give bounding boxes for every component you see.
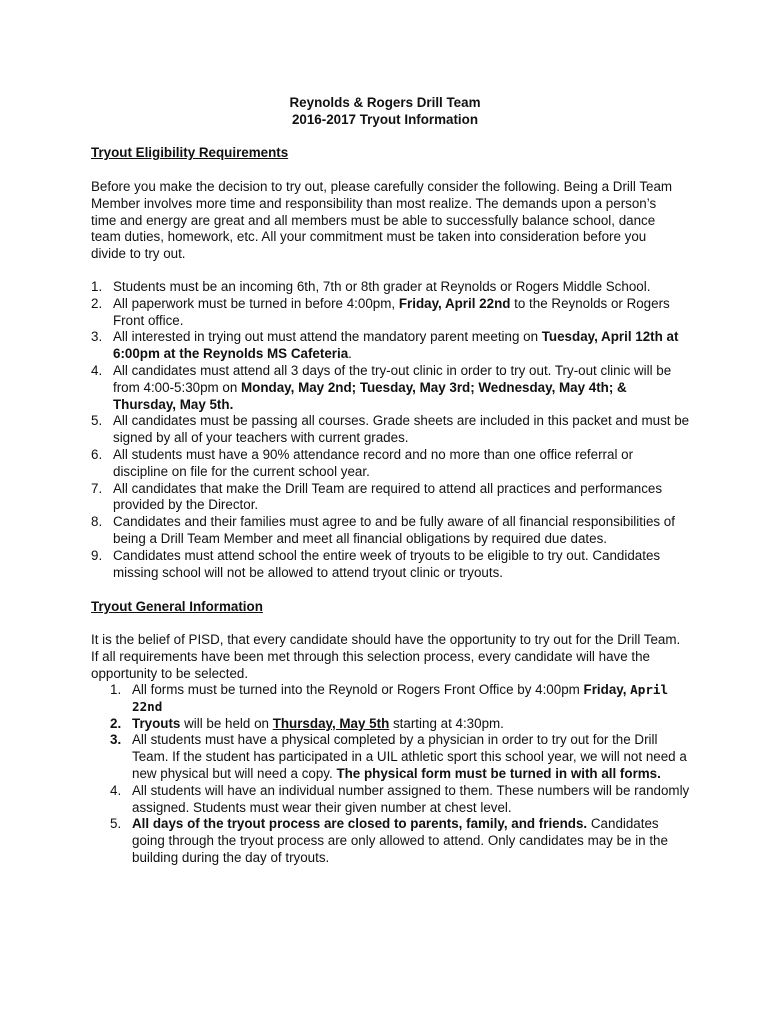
item-bold-text: Friday, April 22nd — [398, 295, 511, 311]
item-text: All candidates that make the Drill Team are required to attend all practices and performances provided by the Director. — [113, 480, 663, 513]
item-bold-text: Friday, — [583, 682, 631, 697]
item-bold-text: The physical form must be turned in with all forms. — [336, 765, 661, 781]
eligibility-item-8 — [91, 514, 691, 548]
item-text: All candidates must attend all 3 days of the try-out clinic in order to try out. Try-out clinic will be from 4:00-5:30pm on — [113, 362, 672, 395]
item-text: All interested in trying out must attend the mandatory parent meeting on — [113, 329, 542, 345]
item-text: starting at 4:30pm. — [389, 715, 504, 731]
item-number: 5. — [110, 816, 122, 832]
item-number: 3. — [110, 732, 122, 748]
item-bold-text: Tryouts — [132, 715, 181, 731]
item-number: 3. — [91, 329, 103, 345]
item-number: 4. — [91, 362, 103, 378]
item-text: All students must have a 90% attendance record and no more than one office referral or discipline on file for the current school year. — [113, 446, 634, 479]
item-number: 5. — [91, 413, 103, 429]
item-bold-text: Monday, May 2nd; Tuesday, May 3rd; Wednesday, May 4th; & Thursday, May 5th. — [113, 379, 627, 412]
item-text: Candidates and their families must agree to and be fully aware of all financial responsibilities of being a Drill Team Member and meet all financial obligations by required due dates. — [113, 514, 675, 546]
item-number: 1. — [91, 279, 103, 294]
general-info-list — [110, 682, 690, 867]
eligibility-item-7 — [91, 481, 691, 515]
item-text: Candidates must attend school the entire week of tryouts to be eligible to try out. Candidates missing school will not be allowed to attend tryout clinic or tryouts. — [113, 547, 661, 580]
document-subtitle: 2016-2017 Tryout Information — [291, 112, 479, 127]
item-number: 9. — [91, 547, 103, 563]
general-item-2 — [110, 716, 690, 733]
eligibility-list — [91, 279, 691, 581]
eligibility-heading: Tryout Eligibility Requirements — [91, 145, 289, 160]
item-text: will be held on — [180, 715, 273, 731]
item-text: All candidates must be passing all courses. Grade sheets are included in this packet and must be signed by all of your teachers with current grades. — [113, 413, 690, 446]
general-item-1 — [110, 682, 690, 716]
item-text: to the Reynolds or Rogers Front office. — [113, 295, 670, 328]
item-text: All forms must be turned into the Reynold or Rogers Front Office by 4:00pm — [132, 682, 584, 697]
item-bold-text: Tuesday, April 12th at 6:00pm at the Reynolds MS Cafeteria — [113, 329, 679, 362]
general-item-4 — [110, 783, 690, 817]
item-number: 6. — [91, 446, 103, 462]
item-number: 1. — [110, 682, 122, 697]
item-text: Students must be an incoming 6th, 7th or 8th grader at Reynolds or Rogers Middle School. — [113, 279, 651, 294]
item-bold-date: April 22nd — [132, 682, 669, 714]
item-bold-text: All days of the tryout process are closed to parents, family, and friends. — [132, 816, 588, 832]
item-number: 2. — [91, 295, 103, 311]
eligibility-intro: Before you make the decision to try out, please carefully consider the following. Being a Drill Team Member involves more time and responsibility than most realize. The demands upon a person’s time and energy are great and all members must be able to successfully balance school, dance team duties, homework, etc. All your commitment must be taken into consideration before you divide to try out. — [91, 179, 673, 262]
item-number: 7. — [91, 480, 103, 496]
eligibility-item-5 — [91, 413, 691, 447]
item-text: All students must have a physical completed by a physician in order to try out for the Drill Team. If the student has participated in a UIL athletic sport this school year, we will not need a new physical but will need a copy. — [132, 732, 687, 781]
eligibility-item-4 — [91, 363, 691, 413]
item-number: 4. — [110, 782, 122, 798]
general-item-3 — [110, 732, 690, 782]
item-text: Candidates going through the tryout process are only allowed to attend. Only candidates may be in the building during the day of tryouts. — [132, 816, 668, 865]
general-info-heading: Tryout General Information — [91, 599, 263, 614]
item-number: 8. — [91, 514, 103, 530]
eligibility-item-3 — [91, 329, 691, 363]
item-number: 2. — [110, 715, 122, 731]
eligibility-item-2 — [91, 296, 691, 330]
eligibility-item-9 — [91, 548, 691, 582]
general-item-5 — [110, 816, 690, 866]
eligibility-item-6 — [91, 447, 691, 481]
eligibility-item-1 — [91, 279, 691, 296]
document-title: Reynolds & Rogers Drill Team — [289, 95, 481, 110]
item-text: All paperwork must be turned in before 4:00pm, — [113, 295, 399, 311]
item-text: All students will have an individual number assigned to them. These numbers will be randomly assigned. Students must wear their given number at chest level. — [132, 782, 690, 815]
item-bold-underlined-text: Thursday, May 5th — [272, 715, 390, 731]
item-text: . — [348, 346, 352, 362]
general-info-intro: It is the belief of PISD, that every candidate should have the opportunity to try out for the Drill Team. If all requirements have been met through this selection process, every candidate will have the opportunity to be selected. — [91, 632, 681, 681]
